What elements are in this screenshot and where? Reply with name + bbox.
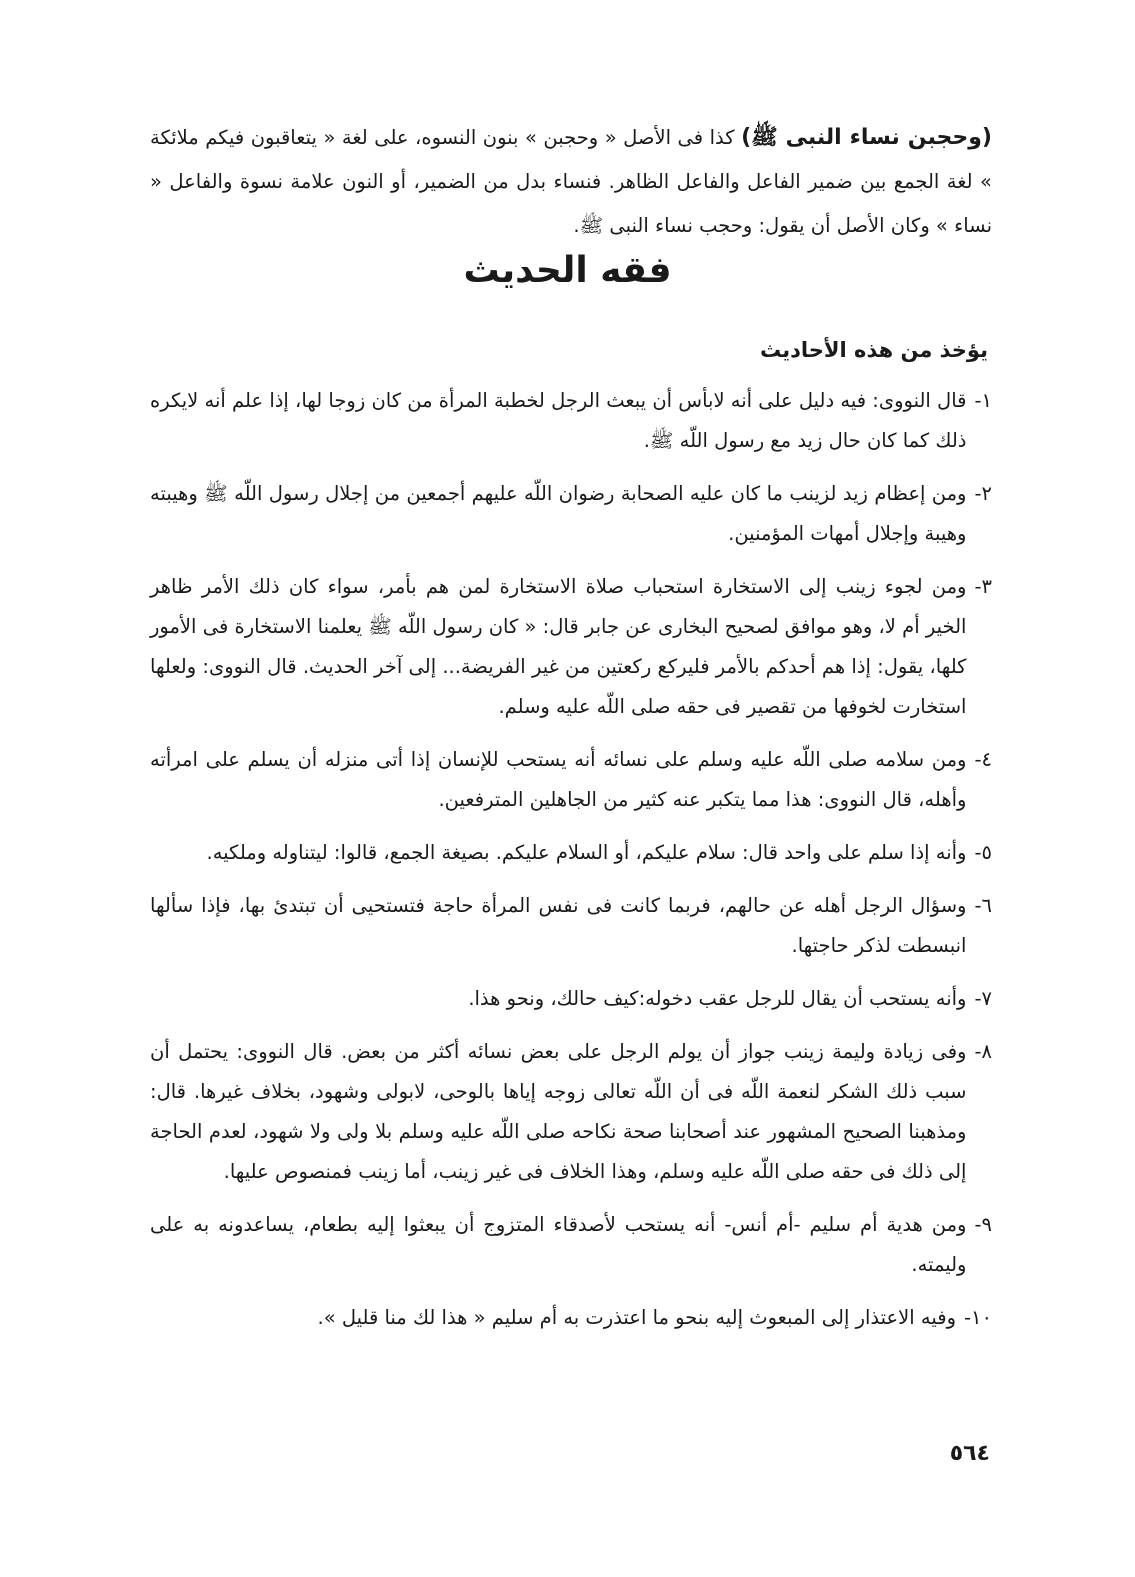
list-item: [150, 740, 992, 820]
list-item: [150, 886, 992, 966]
item-text: وأنه يستحب أن يقال للرجل عقب دخوله:كيف حالك، ونحو هذا.: [468, 987, 967, 1010]
list-item: [150, 833, 992, 873]
item-number: ٩-: [974, 1213, 992, 1236]
item-number: ٤-: [974, 748, 992, 771]
item-text: وفيه الاعتذار إلى المبعوث إليه بنحو ما اعتذرت به أم سليم « هذا لك منا قليل ».: [317, 1306, 956, 1329]
intro-paragraph: [150, 116, 992, 248]
intro-body: كذا فى الأصل « وحجبن » بنون النسوه، على لغة « يتعاقبون فيكم ملائكة » لغة الجمع بين ضمير الفاعل والفاعل الظاهر. فنساء بدل من الضمير، أو النون علامة نسوة والفاعل « نساء » وكان الأصل أن يقول: وحجب نساء النبى ﷺ.: [150, 125, 992, 237]
item-number: ١٠-: [964, 1306, 992, 1329]
item-number: ٣-: [974, 575, 992, 598]
points-list: [150, 381, 992, 1351]
item-number: ٦-: [974, 894, 992, 917]
page-number: ٥٦٤: [949, 1441, 990, 1466]
item-number: ٧-: [974, 987, 992, 1010]
list-item: [150, 1032, 992, 1192]
list-item: [150, 567, 992, 727]
item-number: ٨-: [974, 1040, 992, 1063]
item-text: وفى زيادة وليمة زينب جواز أن يولم الرجل على بعض نسائه أكثر من بعض. قال النووى: يحتمل أن سبب ذلك الشكر لنعمة اللّه فى أن اللّه تعالى زوجه إياها بالوحى، لابولى وشهود، بخلاف غيرها. قال: ومذهبنا الصحيح المشهور عند أصحابنا صحة نكاحه صلى اللّه عليه وسلم بلا ولى ولا شهود، لعدم الحاجة إلى ذلك فى حقه صلى اللّه عليه وسلم، وهذا الخلاف فى غير زينب، أما زينب فمنصوص عليها.: [150, 1040, 967, 1183]
item-text: ومن سلامه صلى اللّه عليه وسلم على نسائه أنه يستحب للإنسان إذا أتى منزله أن يسلم على امرأته وأهله، قال النووى: هذا مما يتكبر عنه كثير من الجاهلين المترفعين.: [150, 748, 967, 811]
list-item: [150, 381, 992, 461]
item-number: ٥-: [974, 841, 992, 864]
item-text: وسؤال الرجل أهله عن حالهم، فربما كانت فى نفس المرأة حاجة فتستحيى أن تبتدئ بها، فإذا سألها انبسطت لذكر حاجتها.: [150, 894, 967, 957]
item-text: ومن هدية أم سليم -أم أنس- أنه يستحب لأصدقاء المتزوج أن يبعثوا إليه بطعام، يساعدونه به على وليمته.: [150, 1213, 967, 1276]
item-text: وأنه إذا سلم على واحد قال: سلام عليكم، أو السلام عليكم. بصيغة الجمع، قالوا: ليتناوله وملكيه.: [206, 841, 967, 864]
item-text: ومن لجوء زينب إلى الاستخارة استحباب صلاة الاستخارة لمن هم بأمر، سواء كان ذلك الأمر ظاهر الخير أم لا، وهو موافق لصحيح البخارى عن جابر قال: « كان رسول اللّه ﷺ يعلمنا الاستخارة فى الأمور كلها، يقول: إذا هم أحدكم بالأمر فليركع ركعتين من غير الفريضة... إلى آخر الحديث. قال النووى: ولعلها استخارت لخوفها من تقصير فى حقه صلى اللّه عليه وسلم.: [150, 575, 967, 718]
section-heading: فقه الحديث: [463, 250, 672, 291]
item-number: ٢-: [974, 482, 992, 505]
list-item: [150, 474, 992, 554]
list-item: [150, 1298, 992, 1338]
list-item: [150, 1205, 992, 1285]
section-subheading: يؤخذ من هذه الأحاديث: [760, 338, 988, 362]
item-number: ١-: [974, 389, 992, 412]
list-item: [150, 979, 992, 1019]
intro-lead: (وحجبن نساء النبى ﷺ): [741, 124, 992, 150]
item-text: قال النووى: فيه دليل على أنه لابأس أن يبعث الرجل لخطبة المرأة من كان زوجا لها، إذا علم أنه لايكره ذلك كما كان حال زيد مع رسول اللّه ﷺ.: [150, 389, 967, 452]
item-text: ومن إعظام زيد لزينب ما كان عليه الصحابة رضوان اللّه عليهم أجمعين من إجلال رسول اللّه ﷺ وهيبته وهيبة وإجلال أمهات المؤمنين.: [150, 482, 967, 545]
